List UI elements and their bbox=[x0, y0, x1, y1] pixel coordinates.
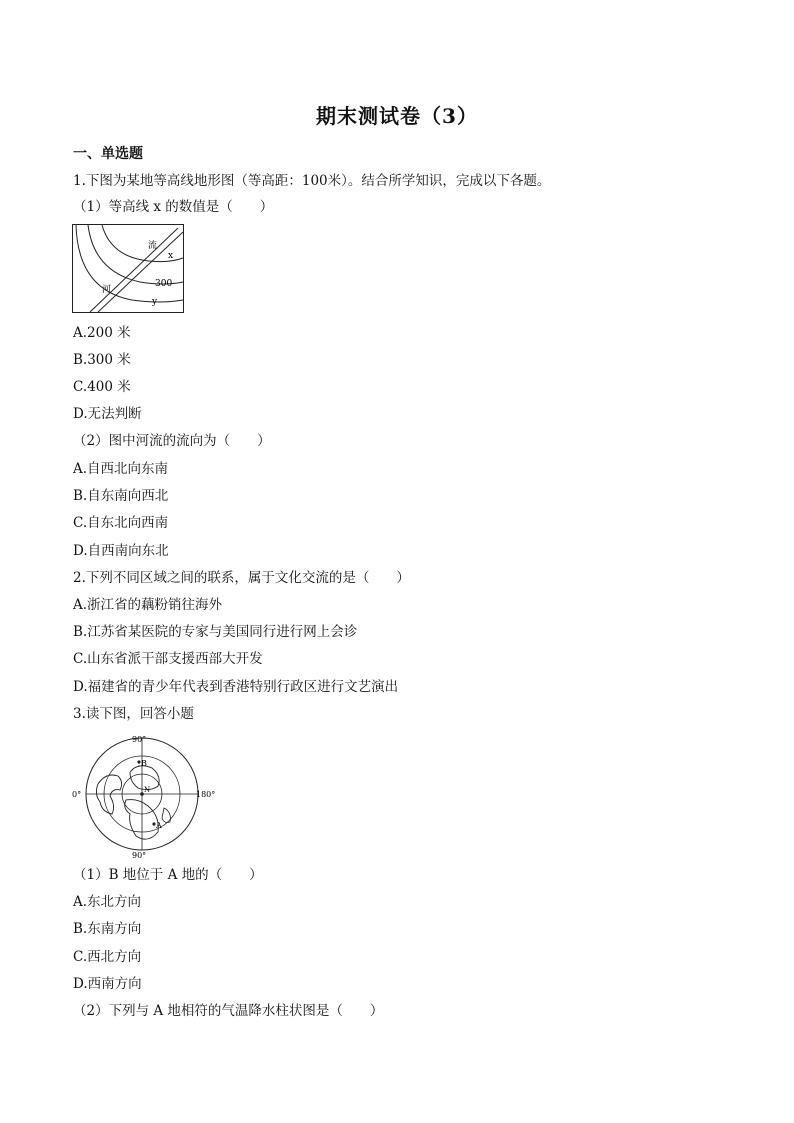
q1-sub1-option-b: B.300 米 bbox=[73, 352, 131, 368]
river-label-1: 流 bbox=[148, 241, 158, 251]
q2-stem: 2.下列不同区域之间的联系，属于文化交流的是（ ） bbox=[73, 570, 410, 586]
q1-stem: 1.下图为某地等高线地形图（等高距：100米）。结合所学知识，完成以下各题。 bbox=[73, 173, 551, 189]
q3-sub1-option-b: B.东南方向 bbox=[73, 921, 142, 937]
label-n: N bbox=[144, 786, 151, 794]
q3-sub1-option-d: D.西南方向 bbox=[73, 976, 142, 992]
q2-option-c: C.山东省派干部支援西部大开发 bbox=[73, 651, 263, 667]
label-top-90: 90° bbox=[132, 735, 147, 744]
label-a: A bbox=[156, 821, 162, 830]
q1-sub2-option-c: C.自东北向西南 bbox=[73, 515, 169, 531]
q1-sub2-option-a: A.自西北向东南 bbox=[73, 461, 169, 477]
q3-sub1-option-a: A.东北方向 bbox=[73, 894, 142, 910]
page-title: 期末测试卷（3） bbox=[316, 104, 478, 128]
q2-option-b: B.江苏省某医院的专家与美国同行进行网上会诊 bbox=[73, 624, 358, 640]
q3-sub2: （2）下列与 A 地相符的气温降水柱状图是（ ） bbox=[73, 1003, 384, 1019]
contour-map-figure bbox=[72, 224, 185, 314]
q1-sub1-option-a: A.200 米 bbox=[73, 325, 131, 341]
q1-sub2: （2）图中河流的流向为（ ） bbox=[73, 433, 271, 449]
q1-sub1: （1）等高线 x 的数值是（ ） bbox=[73, 199, 274, 215]
q3-sub1: （1）B 地位于 A 地的（ ） bbox=[73, 867, 263, 883]
polar-map-figure bbox=[72, 732, 220, 860]
label-bottom-90: 90° bbox=[132, 851, 147, 860]
label-b: B bbox=[141, 759, 147, 768]
label-0: 0° bbox=[72, 790, 82, 799]
contour-label-300: 300 bbox=[155, 279, 173, 289]
river-label-2: 河 bbox=[102, 285, 112, 295]
section-heading: 一、单选题 bbox=[73, 146, 143, 162]
contour-label-x: x bbox=[168, 251, 174, 261]
q2-option-a: A.浙江省的藕粉销往海外 bbox=[73, 597, 223, 613]
q3-sub1-option-c: C.西北方向 bbox=[73, 949, 142, 965]
q3-stem: 3.读下图，回答小题 bbox=[73, 706, 194, 722]
q2-option-d: D.福建省的青少年代表到香港特别行政区进行文艺演出 bbox=[73, 679, 399, 695]
q1-sub2-option-d: D.自西南向东北 bbox=[73, 543, 169, 559]
label-180: 180° bbox=[196, 790, 216, 799]
q1-sub1-option-d: D.无法判断 bbox=[73, 406, 142, 422]
contour-label-y: y bbox=[152, 297, 158, 307]
q1-sub2-option-b: B.自东南向西北 bbox=[73, 488, 169, 504]
q1-sub1-option-c: C.400 米 bbox=[73, 379, 131, 395]
